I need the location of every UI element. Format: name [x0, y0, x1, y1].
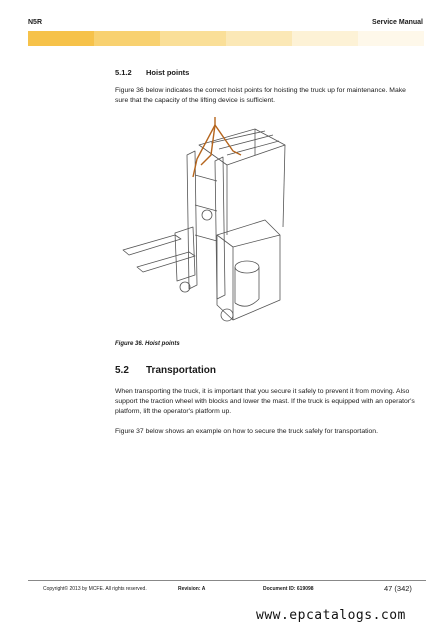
- chassis: [217, 220, 280, 320]
- footer-page-number: 47 (342): [384, 584, 412, 593]
- header-bar-segment: [358, 31, 424, 46]
- drive-cylinder-base: [235, 299, 259, 306]
- transport-paragraph-2: Figure 37 below shows an example on how to secure the truck safely for transportation.: [115, 428, 378, 435]
- header-gradient-bar: [28, 31, 424, 46]
- footer-copyright: Copyright© 2013 by MCFE. All rights reserved.: [43, 586, 147, 592]
- figure-caption: Figure 36. Hoist points: [115, 341, 180, 347]
- wheel-front: [180, 282, 190, 292]
- chassis-top: [217, 235, 280, 247]
- footer-revision: Revision: A: [178, 586, 206, 592]
- mast-cross: [195, 175, 217, 241]
- hoist-chain-mid: [201, 125, 215, 165]
- header-bar-segment: [292, 31, 358, 46]
- footer-document-id: Document ID: 619098: [263, 586, 314, 592]
- transport-title: Transportation: [146, 365, 217, 376]
- section-number: 5.1.2: [115, 68, 132, 77]
- header-model: N5R: [28, 19, 43, 26]
- drive-cylinder: [235, 261, 259, 273]
- drive-cylinder-body: [235, 267, 259, 303]
- mast-left: [187, 151, 197, 289]
- transport-paragraph-1: When transporting the truck, it is important that you secure it safely to prevent it from moving. Also support the traction wheel with blocks and lower the mast. If the truck is equipped with an operator's platform, lift the operator's platform up.: [115, 388, 415, 415]
- fork-right: [137, 252, 195, 272]
- mast-gauge: [202, 210, 212, 220]
- watermark-text: www.epcatalogs.com: [256, 608, 406, 623]
- guard-post-right: [283, 145, 285, 227]
- header-bar-segment: [28, 31, 94, 46]
- footer-rule: [28, 580, 426, 581]
- header-title: Service Manual: [372, 19, 423, 26]
- header-bar-segment: [226, 31, 292, 46]
- fork-left: [123, 235, 181, 255]
- hoist-points-figure: [115, 115, 295, 335]
- header-bar-segment: [160, 31, 226, 46]
- section-paragraph: Figure 36 below indicates the correct hoist points for hoisting the truck up for maintenance. Make sure that the capacity of the lifting device is sufficient.: [115, 87, 406, 104]
- section-title: Hoist points: [146, 68, 190, 77]
- header-bar-segment: [94, 31, 160, 46]
- wheel-rear: [221, 309, 233, 321]
- hoist-chain-right: [215, 125, 241, 155]
- mast-right: [215, 157, 225, 299]
- transport-number: 5.2: [115, 365, 129, 376]
